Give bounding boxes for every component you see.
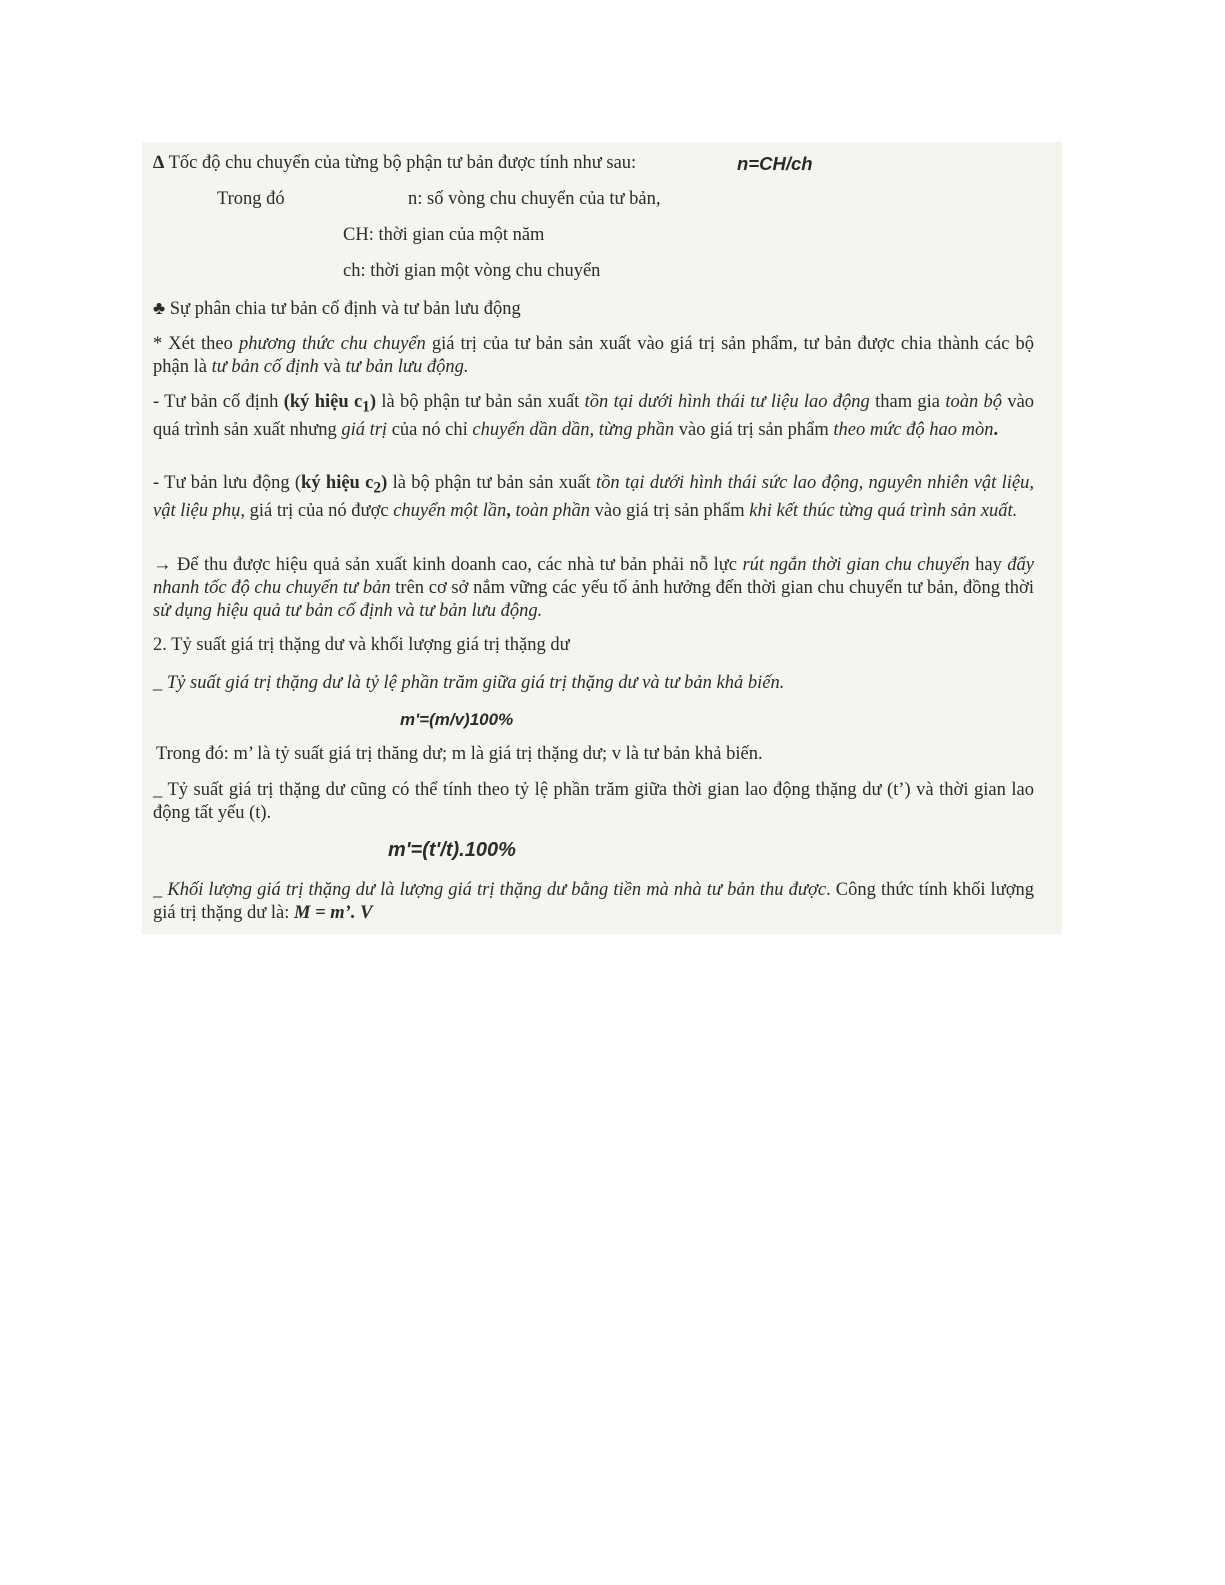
surplus-rate-formula: m'=(m/v)100% — [400, 710, 514, 729]
club-icon: ♣ — [153, 299, 166, 319]
turnover-method-paragraph: * Xét theo phương thức chu chuyển giá trị của tư bản sản xuất vào giá trị sản phẩm, tư bản được chia thành các bộ phận là tư bản cố định và tư bản lưu động. — [153, 334, 1034, 377]
surplus-mass-formula: M = m’. V — [294, 903, 373, 923]
surplus-mass-definition: _ Khối lượng giá trị thặng dư là lượng giá trị thặng dư bằng tiền mà nhà tư bản thu được. Công thức tính khối lượng giá trị thặng dư là: M = m’. V — [153, 880, 1035, 923]
definition-n: n: số vòng chu chuyển của tư bản, — [408, 189, 661, 209]
delta-icon: ∆ — [153, 153, 165, 173]
turnover-speed-heading: ∆ Tốc độ chu chuyển của từng bộ phận tư bản được tính như sau: n=CH/ch — [153, 153, 813, 174]
document-panel — [142, 142, 1062, 934]
turnover-formula: n=CH/ch — [737, 153, 813, 174]
section-2-heading: 2. Tỷ suất giá trị thặng dư và khối lượng giá trị thặng dư — [153, 635, 570, 655]
surplus-rate-definition: _ Tỷ suất giá trị thặng dư là tỷ lệ phần trăm giữa giá trị thặng dư và tư bản khả biến. — [153, 673, 785, 693]
arrow-right-icon: → — [153, 555, 172, 575]
fixed-capital-paragraph: - Tư bản cố định (ký hiệu $c_1$) là bộ phận tư bản sản xuất tồn tại dưới hình thái tư liệu lao động tham gia toàn bộ vào quá trình sản xuất nhưng giá trị của nó chỉ chuyển dần dần, từng phần vào giá trị sản phẩm theo mức độ hao mòn. — [153, 392, 1035, 440]
definition-CH: CH: thời gian của một năm — [343, 225, 545, 245]
definition-ch: ch: thời gian một vòng chu chuyển — [343, 261, 601, 281]
surplus-rate-where: Trong đó: m’ là tỷ suất giá trị thăng dư; m là giá trị thặng dư; v là tư bản khả biến. — [156, 744, 763, 764]
surplus-rate-time-formula: m'=(t'/t).100% — [388, 839, 516, 861]
where-label: Trong đó — [217, 189, 285, 209]
circulating-capital-paragraph: - Tư bản lưu động (ký hiệu $c_2$) là bộ phận tư bản sản xuất tồn tại dưới hình thái sức lao động, nguyên nhiên vật liệu, vật liệu phụ, giá trị của nó được chuyển một lần, toàn phần vào giá trị sản phẩm khi kết thúc từng quá trình sản xuất. — [153, 473, 1034, 521]
conclusion-paragraph: → Để thu được hiệu quả sản xuất kinh doanh cao, các nhà tư bản phải nỗ lực rút ngắn thời gian chu chuyển hay đẩy nhanh tốc độ chu chuyển tư bản trên cơ sở nắm vững các yếu tố ảnh hưởng đến thời gian chu chuyển tư bản, đồng thời sử dụng hiệu quả tư bản cố định và tư bản lưu động. — [153, 555, 1034, 621]
surplus-rate-time-definition: _ Tỷ suất giá trị thặng dư cũng có thể tính theo tỷ lệ phần trăm giữa thời gian lao động thặng dư (t’) và thời gian lao động tất yếu (t). — [153, 780, 1034, 823]
capital-division-heading: ♣ Sự phân chia tư bản cố định và tư bản lưu động — [153, 299, 521, 319]
